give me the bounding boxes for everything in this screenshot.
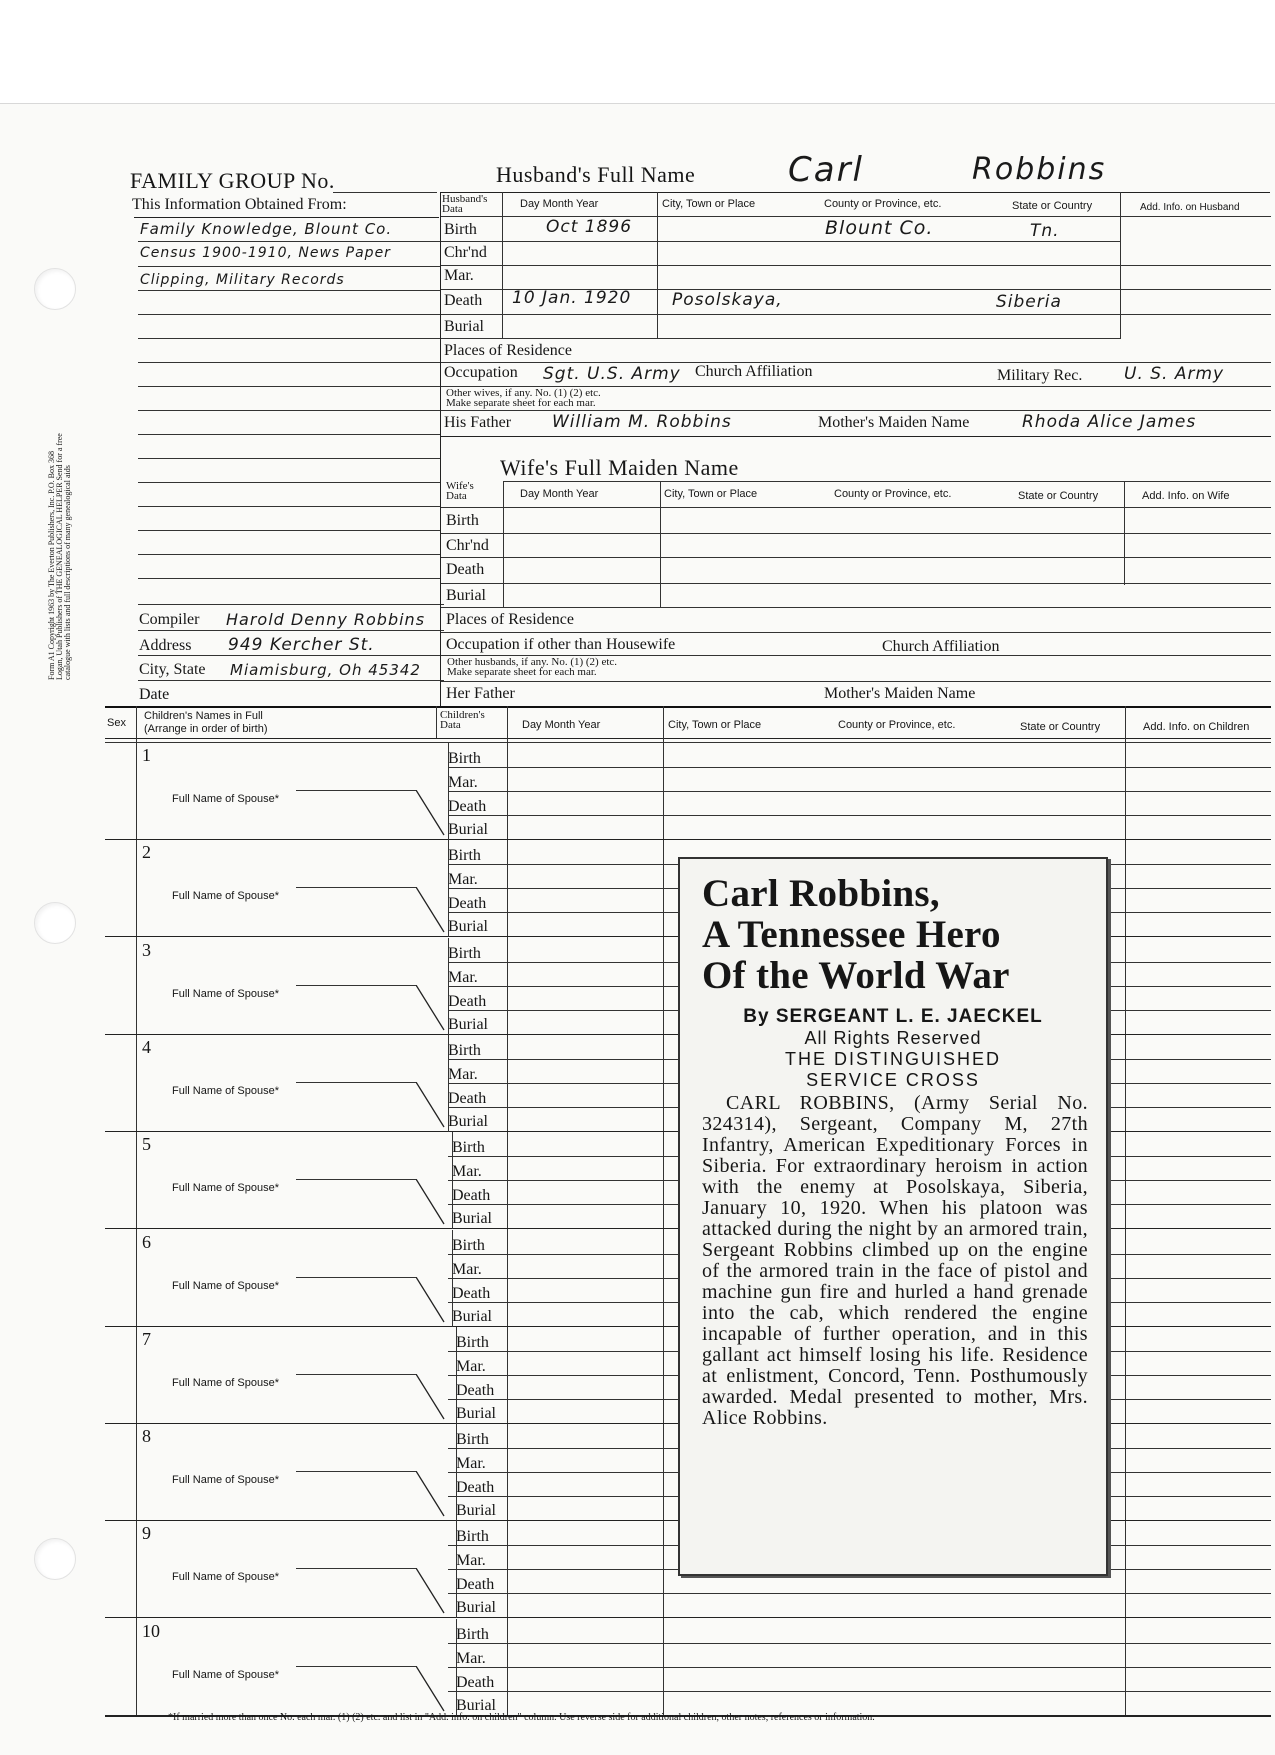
children-addinfo-header: Add. Info. on Children xyxy=(1143,721,1250,733)
clipping-heading-2: SERVICE CROSS xyxy=(806,1070,980,1090)
child-data-divider xyxy=(448,840,449,937)
child-event-label: Birth xyxy=(448,750,481,767)
clipping-byline: By SERGEANT L. E. JAECKEL xyxy=(743,1006,1043,1027)
child-event-label: Burial xyxy=(448,1015,488,1033)
child-number: 4 xyxy=(142,1036,151,1057)
spouse-line xyxy=(296,1179,416,1180)
husband-death-state: Siberia xyxy=(996,292,1062,312)
child-block-line xyxy=(105,1617,1271,1618)
husband-burial-label: Burial xyxy=(444,318,484,335)
child-row-line xyxy=(448,815,1271,816)
spouse-label: Full Name of Spouse* xyxy=(172,987,279,1000)
child-event-label: Mar. xyxy=(456,1649,486,1667)
husband-first-name: Carl xyxy=(788,150,864,190)
husband-residence-label: Places of Residence xyxy=(444,342,572,359)
military-rec-value: U. S. Army xyxy=(1124,364,1225,384)
child-event-label: Death xyxy=(456,1576,495,1594)
spouse-slant xyxy=(416,1471,452,1517)
clipping-heading-1: THE DISTINGUISHED xyxy=(784,1049,1001,1069)
wife-burial-label: Burial xyxy=(446,587,486,604)
child-event-label: Birth xyxy=(448,944,481,962)
wife-residence-label: Places of Residence xyxy=(446,611,574,628)
child-data-divider xyxy=(448,743,449,840)
clipping-title: Carl Robbins, A Tennessee Hero Of the World War xyxy=(702,872,1010,997)
child-event-label: Mar. xyxy=(456,1552,486,1570)
spouse-slant xyxy=(416,790,452,836)
husband-city-header: City, Town or Place xyxy=(662,198,756,210)
child-event-label: Mar. xyxy=(456,1357,486,1375)
wife-birth-label: Birth xyxy=(446,512,479,529)
child-event-label: Burial xyxy=(452,1210,492,1228)
address-label: Address xyxy=(139,637,192,654)
husband-marriage-label: Mar. xyxy=(444,267,474,284)
wife-addinfo-header: Add. Info. on Wife xyxy=(1142,490,1230,502)
child-number: 1 xyxy=(142,745,151,765)
child-event-label: Mar. xyxy=(448,968,478,986)
child-event-label: Burial xyxy=(456,1404,496,1422)
form-title: FAMILY GROUP No. xyxy=(130,168,335,193)
child-row-line xyxy=(448,1593,1271,1594)
child-event-label: Death xyxy=(448,895,487,913)
his-father-value: William M. Robbins xyxy=(552,412,732,432)
child-event-label: Birth xyxy=(456,1333,489,1351)
wife-church-label: Church Affiliation xyxy=(882,638,1000,655)
spouse-label: Full Name of Spouse* xyxy=(172,793,279,805)
child-event-label: Birth xyxy=(456,1528,489,1546)
address-value: 949 Kercher St. xyxy=(228,635,375,655)
husband-county-header: County or Province, etc. xyxy=(824,198,942,210)
footnote: *If married more than once No. each mar. (1) (2) etc. and list in "Add. info. on children" column. Use reverse side for additional children, other notes, references or information. xyxy=(168,1712,875,1723)
wifes-data-header: Wife's Data xyxy=(446,480,474,502)
children-names-header: Children's Names in Full (Arrange in order of birth) xyxy=(144,710,268,735)
wife-christened-label: Chr'nd xyxy=(446,537,489,554)
spouse-label: Full Name of Spouse* xyxy=(172,1474,279,1487)
copyright-notice: Form A1 Copyright 1963 by The Everton Publishers, Inc. P.O. Box 368 Logan, Utah Publishers of THE GENEALOGICAL HELPER Send for a free catalogue with lists and full descriptions of many genealogical aids xyxy=(47,433,72,680)
child-number: 6 xyxy=(142,1231,151,1252)
child-event-label: Mar. xyxy=(456,1455,486,1473)
spouse-line xyxy=(296,1374,416,1375)
date-label: Date xyxy=(139,686,170,703)
husband-death-label: Death xyxy=(444,292,483,309)
spouse-label: Full Name of Spouse* xyxy=(172,1571,279,1584)
his-mother-label: Mother's Maiden Name xyxy=(818,414,970,431)
child-block-line xyxy=(105,839,1271,840)
her-father-label: Her Father xyxy=(446,685,515,702)
clipping-body: CARL ROBBINS, (Army Serial No. 324314), Sergeant, Company M, 27th Infantry, American Expeditionary Forces in Siberia. For extraordinary heroism in action with the enemy at Posolskaya, Siberia, January 10, 1920. When his platoon was attacked during the night by an armored train, Sergeant Robbins climbed up on the engine of the armored train in the face of pistol and machine gun fire and hurled a hand grenade into the cab, which rendered the engine incapable of further operation, and in this gallant act himself losing his life. Residence at enlistment, Concord, Tenn. Posthumously awarded. Medal presented to mother, Mrs. Alice Robbins. xyxy=(702,1092,1088,1429)
child-row-line xyxy=(448,767,1271,768)
spouse-slant xyxy=(416,985,452,1031)
sex-header: Sex xyxy=(107,717,126,729)
child-event-label: Burial xyxy=(448,918,488,936)
spouse-line xyxy=(296,1666,416,1667)
husband-death-date: 10 Jan. 1920 xyxy=(512,288,632,308)
spouse-slant xyxy=(416,1568,452,1614)
spouse-line xyxy=(296,1277,416,1278)
husband-addinfo-header: Add. Info. on Husband xyxy=(1140,202,1240,213)
spouse-label: Full Name of Spouse* xyxy=(172,1376,279,1389)
child-data-divider xyxy=(456,1619,457,1716)
child-event-label: Death xyxy=(448,992,487,1010)
child-event-label: Burial xyxy=(448,821,488,838)
child-event-label: Mar. xyxy=(452,1260,482,1278)
city-state-value: Miamisburg, Oh 45342 xyxy=(230,661,421,679)
wife-occupation-label: Occupation if other than Housewife xyxy=(446,636,676,653)
child-event-label: Death xyxy=(456,1381,495,1399)
husband-birth-label: Birth xyxy=(444,221,477,238)
child-number: 2 xyxy=(142,842,151,863)
source-3: Clipping, Military Records xyxy=(140,272,345,288)
wife-death-label: Death xyxy=(446,561,485,578)
child-number: 5 xyxy=(142,1134,151,1155)
child-data-divider xyxy=(456,1521,457,1618)
spouse-label: Full Name of Spouse* xyxy=(172,1668,279,1681)
source-1: Family Knowledge, Blount Co. xyxy=(140,220,393,238)
spouse-slant xyxy=(416,1082,452,1128)
child-data-divider xyxy=(456,1424,457,1521)
spouse-line xyxy=(296,887,416,888)
husband-christened-label: Chr'nd xyxy=(444,244,487,261)
child-event-label: Burial xyxy=(456,1599,496,1617)
child-event-label: Burial xyxy=(456,1696,496,1714)
child-data-divider xyxy=(448,1035,449,1132)
children-city-header: City, Town or Place xyxy=(668,719,762,731)
child-event-label: Burial xyxy=(452,1307,492,1325)
child-event-label: Death xyxy=(452,1187,491,1205)
her-mother-label: Mother's Maiden Name xyxy=(824,685,976,702)
newspaper-clipping xyxy=(678,857,1108,1576)
spouse-slant xyxy=(416,887,452,933)
child-number: 3 xyxy=(142,939,151,960)
child-row-line xyxy=(448,1643,1271,1644)
child-data-divider xyxy=(448,938,449,1035)
his-father-label: His Father xyxy=(444,414,512,431)
child-event-label: Birth xyxy=(452,1139,485,1157)
child-event-label: Birth xyxy=(448,1041,481,1059)
wife-date-header: Day Month Year xyxy=(520,488,599,500)
child-number: 7 xyxy=(142,1328,151,1349)
child-event-label: Birth xyxy=(452,1236,485,1254)
child-event-label: Death xyxy=(448,1089,487,1107)
clipping-rights: All Rights Reserved xyxy=(804,1028,982,1048)
husband-occupation-label: Occupation xyxy=(444,364,518,381)
wife-city-header: City, Town or Place xyxy=(664,488,758,500)
punch-hole-top xyxy=(34,268,76,310)
child-data-divider xyxy=(452,1132,453,1229)
husband-church-label: Church Affiliation xyxy=(695,363,813,380)
child-row-line xyxy=(448,791,1271,792)
husband-name-label: Husband's Full Name xyxy=(496,162,696,187)
child-number: 10 xyxy=(142,1620,160,1641)
children-county-header: County or Province, etc. xyxy=(838,719,956,731)
husband-state-header: State or Country xyxy=(1012,200,1093,212)
spouse-line xyxy=(296,790,416,791)
source-2: Census 1900-1910, News Paper xyxy=(140,245,391,261)
child-number: 8 xyxy=(142,1426,151,1447)
spouse-line xyxy=(296,985,416,986)
child-event-label: Mar. xyxy=(448,1065,478,1083)
wife-name-label: Wife's Full Maiden Name xyxy=(500,455,739,480)
child-event-label: Birth xyxy=(456,1431,489,1449)
husband-occupation-value: Sgt. U.S. Army xyxy=(543,364,681,384)
child-event-label: Death xyxy=(448,798,487,815)
child-number: 9 xyxy=(142,1523,151,1544)
child-event-label: Mar. xyxy=(448,871,478,889)
obtained-from-label: This Information Obtained From: xyxy=(132,196,347,213)
compiler-label: Compiler xyxy=(139,611,200,628)
child-row-line xyxy=(448,1691,1271,1692)
spouse-label: Full Name of Spouse* xyxy=(172,1182,279,1195)
husband-birth-date: Oct 1896 xyxy=(546,217,633,237)
child-event-label: Death xyxy=(456,1673,495,1691)
child-row-line xyxy=(448,1667,1271,1668)
children-date-header: Day Month Year xyxy=(522,719,601,731)
punch-hole-middle xyxy=(34,902,76,944)
wife-county-header: County or Province, etc. xyxy=(834,488,952,500)
city-state-label: City, State xyxy=(139,661,206,678)
husband-date-header: Day Month Year xyxy=(520,198,599,210)
spouse-label: Full Name of Spouse* xyxy=(172,890,279,903)
spouse-line xyxy=(296,1082,416,1083)
spouse-slant xyxy=(416,1277,452,1323)
child-data-divider xyxy=(456,1327,457,1424)
child-event-label: Death xyxy=(456,1479,495,1497)
spouse-slant xyxy=(416,1179,452,1225)
child-event-label: Birth xyxy=(448,847,481,865)
husband-last-name: Robbins xyxy=(972,152,1107,187)
husband-birth-county: Blount Co. xyxy=(825,217,934,239)
spouse-label: Full Name of Spouse* xyxy=(172,1279,279,1292)
child-data-divider xyxy=(452,1230,453,1327)
spouse-slant xyxy=(416,1374,452,1420)
spouse-slant xyxy=(416,1666,452,1712)
child-event-label: Burial xyxy=(456,1502,496,1520)
husband-death-city: Posolskaya, xyxy=(672,290,783,310)
child-event-label: Mar. xyxy=(452,1163,482,1181)
other-wives-note: Other wives, if any. No. (1) (2) etc. Make separate sheet for each mar. xyxy=(446,387,601,409)
other-husbands-note: Other husbands, if any. No. (1) (2) etc. Make separate sheet for each mar. xyxy=(447,656,618,678)
child-event-label: Mar. xyxy=(448,774,478,791)
spouse-label: Full Name of Spouse* xyxy=(172,1084,279,1097)
children-state-header: State or Country xyxy=(1020,721,1101,733)
child-event-label: Death xyxy=(452,1284,491,1302)
compiler-value: Harold Denny Robbins xyxy=(226,610,426,629)
child-event-label: Birth xyxy=(456,1625,489,1643)
wife-state-header: State or Country xyxy=(1018,490,1099,502)
punch-hole-bottom xyxy=(34,1538,76,1580)
military-rec-label: Military Rec. xyxy=(997,367,1083,384)
husband-birth-state: Tn. xyxy=(1030,221,1060,241)
childrens-data-header: Children's Data xyxy=(440,709,485,731)
spouse-line xyxy=(296,1471,416,1472)
child-event-label: Burial xyxy=(448,1112,488,1130)
husbands-data-header: Husband's Data xyxy=(442,193,488,215)
spouse-line xyxy=(296,1568,416,1569)
his-mother-value: Rhoda Alice James xyxy=(1022,412,1197,432)
